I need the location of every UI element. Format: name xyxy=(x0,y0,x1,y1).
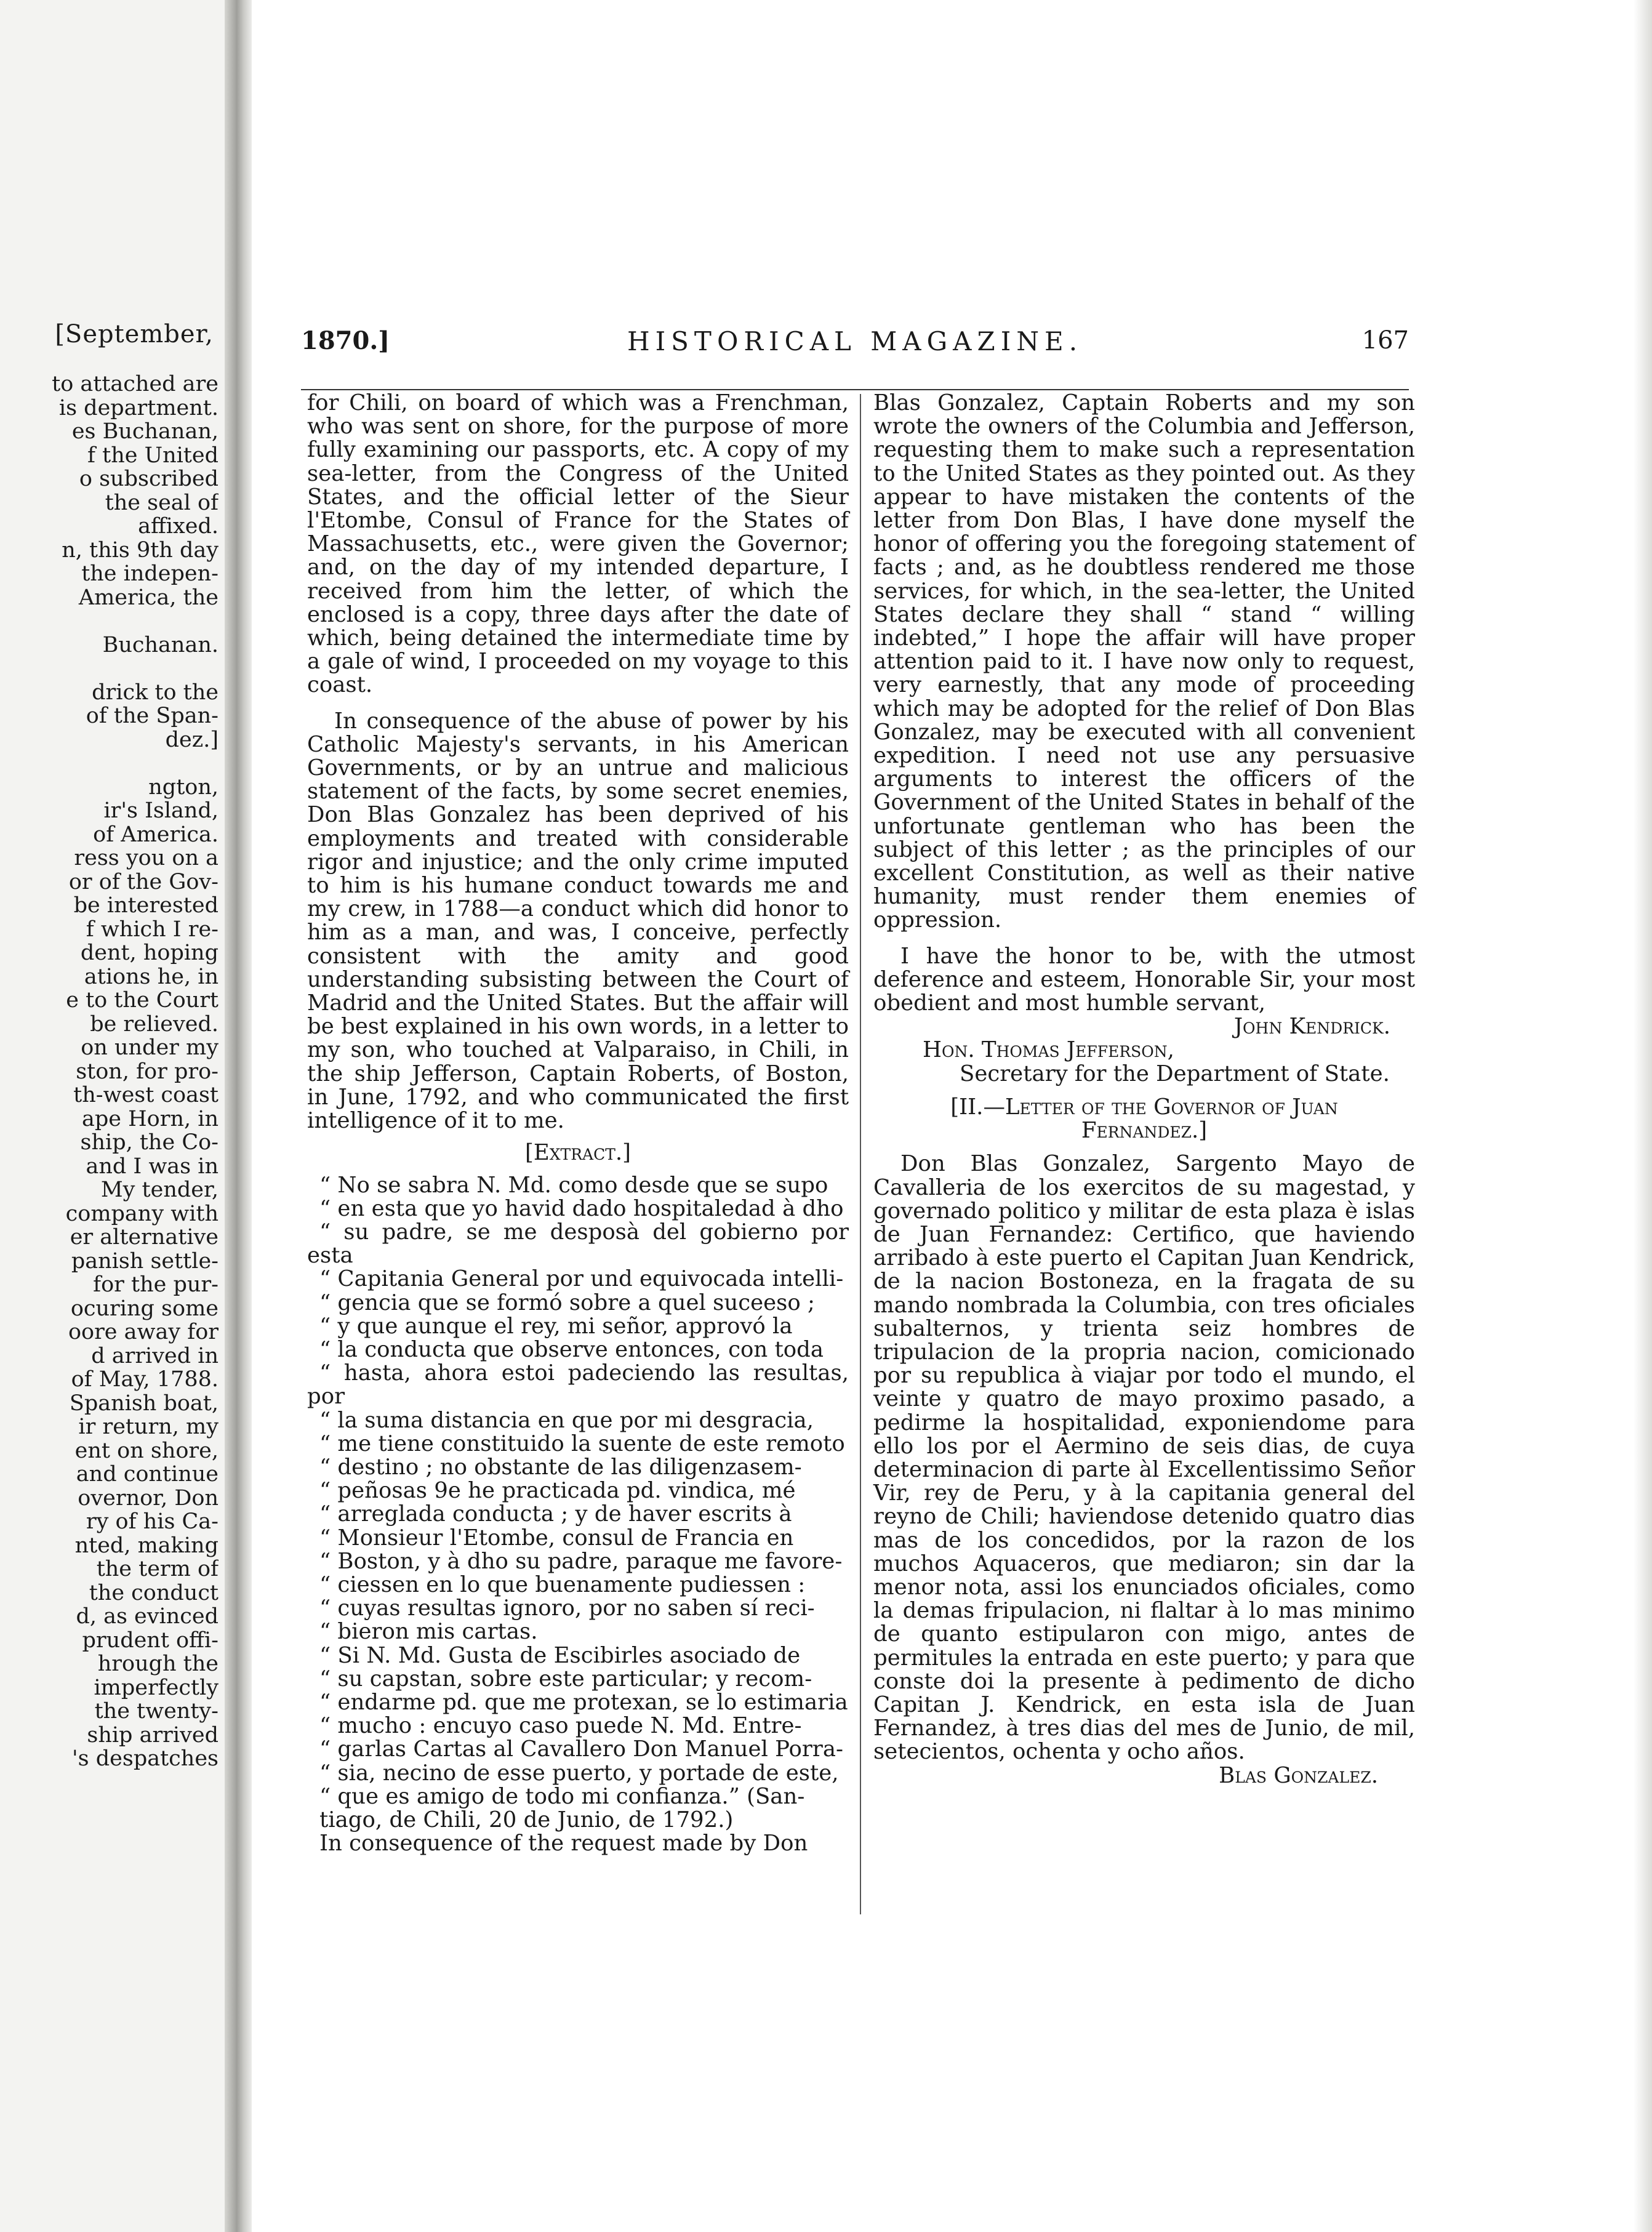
extract-line: “ cuyas resultas ignoro, por no saben sí reci- xyxy=(319,1596,815,1621)
previous-page-header: [September, xyxy=(55,320,214,348)
previous-page-line: the seal of xyxy=(105,491,219,515)
paragraph: I have the honor to be, with the utmost deference and esteem, Honorable Sir, your most obedient and most humble servant, xyxy=(873,943,1415,1016)
previous-page-line: e to the Court xyxy=(66,989,219,1013)
previous-page-line: d arrived in xyxy=(91,1344,219,1368)
previous-page-line: f which I re- xyxy=(86,917,219,941)
previous-page-line xyxy=(0,657,219,681)
previous-page-line: ngton, xyxy=(148,775,219,799)
right-column xyxy=(873,391,1415,1788)
previous-page-line: the conduct xyxy=(89,1581,219,1605)
book-gutter xyxy=(225,0,252,2232)
extract-heading: [Extract.] xyxy=(524,1140,632,1166)
running-head-title: HISTORICAL MAGAZINE. xyxy=(627,326,1083,356)
addressee-title: Secretary for the Department of State. xyxy=(960,1061,1390,1086)
previous-page-line: of America. xyxy=(93,822,219,846)
previous-page-line: dez.] xyxy=(165,728,219,752)
previous-page-line: affixed. xyxy=(138,515,219,539)
extract-line: “ su capstan, sobre este particular; y recom- xyxy=(319,1666,812,1692)
document-heading-line: Fernandez.] xyxy=(1081,1118,1208,1144)
previous-page-line: the indepen- xyxy=(81,562,219,586)
previous-page-line: ship, the Co- xyxy=(80,1131,219,1155)
extract-line: “ bieron mis cartas. xyxy=(319,1619,538,1645)
previous-page-line: o subscribed xyxy=(79,467,219,491)
extract-line: “ que es amigo de todo mi confianza.” (San- xyxy=(319,1783,805,1809)
previous-page-line: drick to the xyxy=(92,680,219,704)
previous-page-line: d, as evinced xyxy=(76,1605,219,1629)
extract-line: tiago, de Chili, 20 de Junio, de 1792.) xyxy=(319,1807,734,1833)
paragraph: for Chili, on board of which was a Frenchman, who was sent on shore, for the purpose of more fully examining our passports, etc. A copy of my sea-letter, from the Congress of the United States, and the official letter of the Sieur l'Etombe, Consul of France for the States of Massachusetts, etc., were given the Governor; and, on the day of my intended departure, I received from him the letter, of which the enclosed is a copy, three days after the date of which, being detained the intermediate time by a gale of wind, I proceeded on my voyage to this coast. xyxy=(307,390,849,698)
previous-page-line: oore away for xyxy=(68,1320,219,1344)
previous-page-line xyxy=(0,609,219,633)
document-heading-line: [II.—Letter of the Governor of Juan xyxy=(950,1094,1338,1120)
extract-line: “ me tiene constituido la suente de este remoto xyxy=(319,1431,845,1456)
final-signature: Blas Gonzalez. xyxy=(1219,1762,1378,1788)
extract-line: “ y que aunque el rey, mi señor, approvó la xyxy=(319,1313,793,1339)
previous-page-line: prudent offi- xyxy=(82,1628,219,1652)
extract-line: “ ciessen en lo que buenamente pudiessen : xyxy=(319,1572,806,1597)
previous-page-line: ent on shore, xyxy=(74,1439,219,1463)
extract-line: “ la conducta que observe entonces, con toda xyxy=(319,1336,824,1362)
previous-page-fragment xyxy=(0,0,225,2232)
previous-page-line: My tender, xyxy=(100,1178,219,1202)
signature: John Kendrick. xyxy=(1233,1014,1390,1040)
previous-page-line: the term of xyxy=(96,1557,219,1581)
page-number: 167 xyxy=(1361,326,1409,355)
column-divider xyxy=(860,394,861,1914)
previous-page-line: Buchanan. xyxy=(102,633,219,657)
previous-page-line: ston, for pro- xyxy=(76,1059,219,1083)
paragraph: In consequence of the request made by Don xyxy=(319,1831,808,1857)
previous-page-line: be relieved. xyxy=(90,1012,219,1036)
previous-page-line: ress you on a xyxy=(74,846,219,870)
extract-line: “ Si N. Md. Gusta de Escibirles asociado de xyxy=(319,1642,801,1668)
previous-page-line: dent, hoping xyxy=(80,941,219,965)
paragraph: In consequence of the abuse of power by his Catholic Majesty's servants, in his American Governments, or by an untrue and malicious statement of the facts, by some secret enemies, Don Blas Gonzalez has been deprived of his employments and treated with considerable rigor and injustice; and the only crime imputed to him is his humane conduct towards me and my crew, in 1788—a conduct which did honor to him as a man, and was, I conceive, perfectly consistent with the amity and good understanding subsisting between the Court of Madrid and the United States. But the affair will be best explained in his own words, in a letter to my son, who touched at Valparaiso, in Chili, in the ship Jefferson, Captain Roberts, of Boston, in June, 1792, and who communicated the first intelligence of it to me. xyxy=(307,708,849,1134)
previous-page-line: be interested xyxy=(73,894,219,918)
addressee: Hon. Thomas Jefferson, xyxy=(923,1037,1174,1063)
previous-page-line: hrough the xyxy=(97,1652,219,1676)
previous-page-line: and I was in xyxy=(86,1154,219,1178)
paragraph: Blas Gonzalez, Captain Roberts and my son wrote the owners of the Columbia and Jefferson, requesting them to make such a representation to the United States as they pointed out. As they appear to have mistaken the contents of the letter from Don Blas, I have done myself the honor of offering you the foregoing statement of facts ; and, as he doubtless rendered me those services, for which, in the sea-letter, the United States declare they shall “ stand “ willing indebted,” I hope the affair will have proper attention paid to it. I have now only to request, very earnestly, that any mode of proceeding which may be adopted for the relief of Don Blas Gonzalez, may be executed with all convenient expedition. I need not use any persuasive arguments to interest the officers of the Government of the United States in behalf of the unfortunate gentleman who has been the subject of this letter ; as the principles of our excellent Constitution, as well as their native humanity, must render them enemies of oppression. xyxy=(873,390,1415,933)
extract-line: “ No se sabra N. Md. como desde que se supo xyxy=(319,1172,828,1198)
running-head-year: 1870.] xyxy=(301,326,390,355)
paragraph: Don Blas Gonzalez, Sargento Mayo de Cavalleria de los exercitos de su magestad, y governado politico y militar de esta plaza è islas de Juan Fernandez: Certifico, que haviendo arribado à este puerto el Capitan Juan Kendrick, de la nacion Bostoneza, en la fragata de su mando nombrada la Columbia, con tres oficiales subalternos, y trienta seiz hombres de tripulacion de la propria nacion, comicionado por su republica à viajar por todo el mundo, el veinte y quatro de mayo proximo pasado, a pedirme la hospitalidad, exponiendome para ello los por el Aermino de seis dias, de cuya determinacion di parte àl Excellentissimo Señor Vir, rey de Peru, y à la capitania general del reyno de Chili; haviendose detenido quatro dias mas de los concedidos, por la razon de los muchos Aquaceros, que mediaron; sin dar la menor nota, assi los enunciados oficiales, como la demas fripulacion, ni flaltar à lo mas minimo de quanto estipularon con migo, antes de permitules la entrada en este puerto; y para que conste doi la presente à pedimento de dicho Capitan J. Kendrick, en esta isla de Juan Fernandez, à tres dias del mes de Junio, de mil, setecientos, ochenta y ocho años. xyxy=(873,1151,1415,1765)
previous-page-line: overnor, Don xyxy=(78,1486,219,1510)
previous-page-line: ations he, in xyxy=(84,965,219,989)
extract-line: “ en esta que yo havid dado hospitaledad à dho xyxy=(319,1195,844,1221)
extract-line: “ arreglada conducta ; y de haver escrits à xyxy=(319,1501,792,1527)
extract-line: “ sia, necino de esse puerto, y portade de este, xyxy=(319,1760,839,1786)
previous-page-line: ir's Island, xyxy=(103,799,219,823)
previous-page-line: on under my xyxy=(81,1036,219,1060)
extract-line: “ mucho : encuyo caso puede N. Md. Entre- xyxy=(319,1713,802,1739)
extract-line: “ endarme pd. que me protexan, se lo estimaria xyxy=(319,1689,848,1715)
previous-page-line: panish settle- xyxy=(71,1249,219,1273)
document-heading xyxy=(873,1096,1415,1142)
previous-page-line: company with xyxy=(65,1202,219,1226)
extract-quote xyxy=(307,1174,849,1833)
previous-page-line: or of the Gov- xyxy=(68,870,219,894)
page-edge-shadow xyxy=(1634,0,1652,2232)
previous-page-line: ry of his Ca- xyxy=(86,1510,219,1534)
page xyxy=(252,0,1652,2232)
extract-line: “ Boston, y à dho su padre, paraque me favore- xyxy=(319,1548,843,1574)
previous-page-line: ape Horn, in xyxy=(82,1107,219,1131)
previous-page-line: America, the xyxy=(78,585,219,609)
extract-line: “ Capitania General por und equivocada intelli- xyxy=(319,1266,844,1292)
previous-page-line: th-west coast xyxy=(73,1083,219,1107)
previous-page-line xyxy=(0,752,219,776)
previous-page-line: of the Span- xyxy=(86,704,219,728)
extract-line: “ hasta, ahora estoi padeciendo las resultas, por xyxy=(307,1360,849,1410)
extract-line: “ garlas Cartas al Cavallero Don Manuel Porra- xyxy=(319,1736,844,1762)
left-column xyxy=(307,391,849,1855)
previous-page-line: to attached are xyxy=(52,372,219,396)
previous-page-line: ocuring some xyxy=(70,1296,219,1320)
previous-page-line: and continue xyxy=(76,1463,219,1487)
previous-page-line: ir return, my xyxy=(78,1415,219,1439)
previous-page-line: ship arrived xyxy=(87,1723,219,1747)
previous-page-line: f the United xyxy=(87,443,219,467)
extract-line: “ la suma distancia en que por mi desgracia, xyxy=(319,1407,814,1433)
previous-page-line: imperfectly xyxy=(94,1676,219,1700)
previous-page-line: Spanish boat, xyxy=(69,1391,219,1415)
previous-page-line: es Buchanan, xyxy=(71,420,219,444)
extract-line: “ Monsieur l'Etombe, consul de Francia en xyxy=(319,1525,794,1551)
previous-page-line: 's despatches xyxy=(72,1747,219,1771)
previous-page-text xyxy=(0,372,219,1771)
running-head xyxy=(301,326,1409,363)
previous-page-line: nted, making xyxy=(74,1533,219,1557)
previous-page-line: for the pur- xyxy=(93,1273,219,1297)
extract-line: “ destino ; no obstante de las diligenzasem- xyxy=(319,1454,802,1480)
previous-page-line: of May, 1788. xyxy=(71,1368,219,1392)
extract-line: “ gencia que se formó sobre a quel suceeso ; xyxy=(319,1290,815,1315)
extract-line: “ su padre, se me desposà del gobierno por esta xyxy=(307,1219,849,1269)
previous-page-line: n, this 9th day xyxy=(62,538,219,562)
previous-page-line: er alternative xyxy=(70,1226,219,1250)
previous-page-line: is department. xyxy=(58,396,219,420)
extract-line: “ peñosas 9e he practicada pd. vindica, mé xyxy=(319,1478,796,1504)
previous-page-line: the twenty- xyxy=(94,1700,219,1724)
